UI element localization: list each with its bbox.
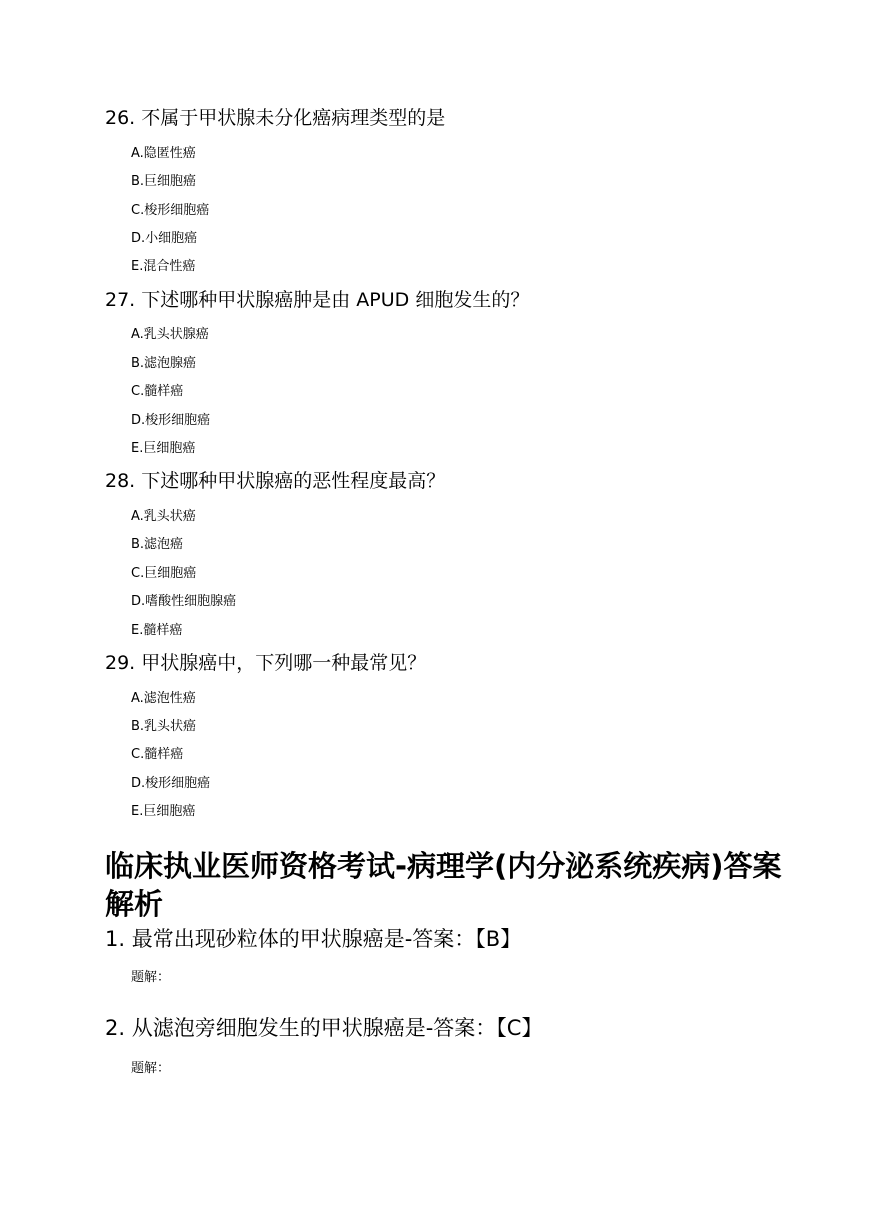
question-26-option-c: C.梭形细胞癌	[131, 203, 210, 218]
question-26-option-e: E.混合性癌	[131, 259, 196, 274]
question-28-option-d: D.嗜酸性细胞腺癌	[131, 594, 237, 609]
question-28-option-b: B.滤泡癌	[131, 537, 184, 552]
question-27-option-e: E.巨细胞癌	[131, 441, 196, 456]
question-28-option-e: E.髓样癌	[131, 623, 183, 638]
question-26-option-b: B.巨细胞癌	[131, 174, 197, 189]
question-26-option-a: A.隐匿性癌	[131, 146, 196, 161]
question-29-option-c: C.髓样癌	[131, 747, 184, 762]
answer-1-explain-label: 题解：	[131, 970, 171, 985]
question-29-option-a: A.滤泡性癌	[131, 691, 196, 706]
question-28-option-c: C.巨细胞癌	[131, 566, 197, 581]
answer-1-question: 1. 最常出现砂粒体的甲状腺癌是-答案：【B】	[105, 927, 522, 951]
question-27-option-b: B.滤泡腺癌	[131, 356, 197, 371]
question-27-option-a: A.乳头状腺癌	[131, 327, 209, 342]
question-27-option-d: D.梭形细胞癌	[131, 413, 211, 428]
question-27-stem: 27. 下述哪种甲状腺癌肿是由 APUD 细胞发生的？	[105, 289, 530, 311]
question-28-option-a: A.乳头状癌	[131, 509, 196, 524]
answer-2-explain-label: 题解：	[131, 1061, 171, 1076]
question-29-option-e: E.巨细胞癌	[131, 804, 196, 819]
answers-section-title: 临床执业医师资格考试-病理学(内分泌系统疾病)答案解析	[105, 849, 782, 921]
question-29-option-d: D.梭形细胞癌	[131, 776, 211, 791]
question-26-stem: 26. 不属于甲状腺未分化癌病理类型的是	[105, 107, 446, 129]
question-29-stem: 29. 甲状腺癌中，下列哪一种最常见？	[105, 652, 427, 674]
question-28-stem: 28. 下述哪种甲状腺癌的恶性程度最高？	[105, 470, 446, 492]
question-27-option-c: C.髓样癌	[131, 384, 184, 399]
answer-2-question: 2. 从滤泡旁细胞发生的甲状腺癌是-答案：【C】	[105, 1016, 543, 1040]
question-29-option-b: B.乳头状癌	[131, 719, 197, 734]
question-26-option-d: D.小细胞癌	[131, 231, 198, 246]
